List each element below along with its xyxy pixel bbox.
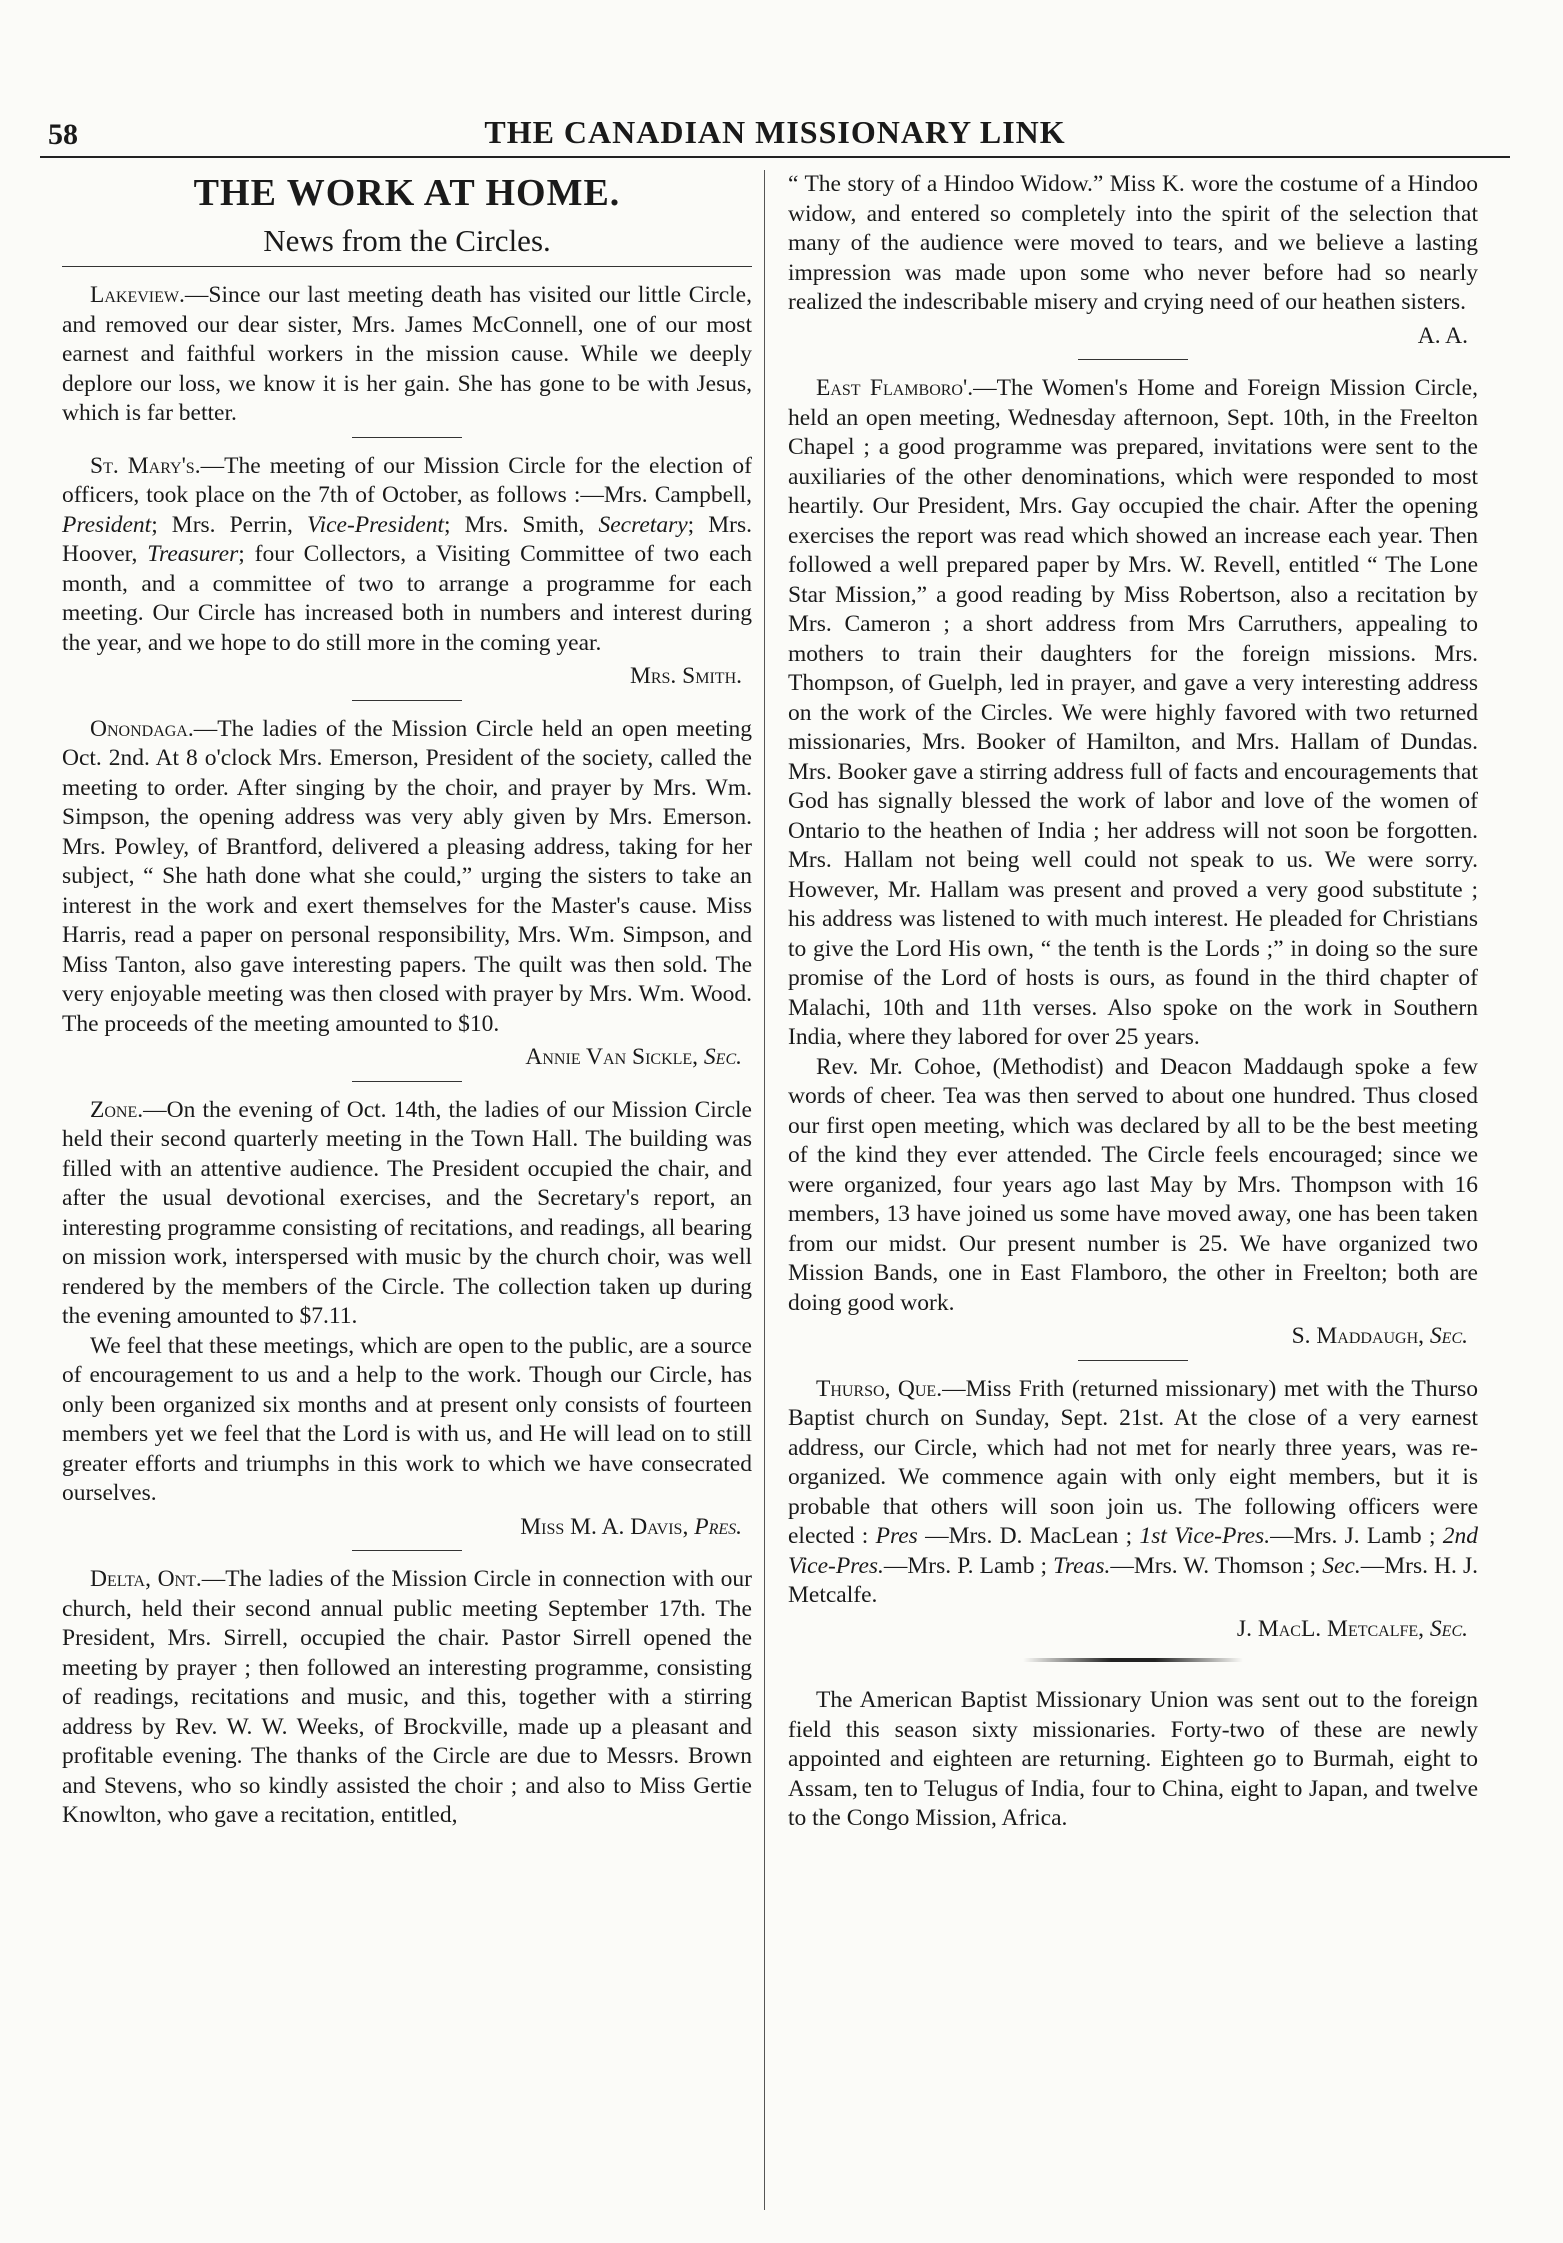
officer-role: Secretary [598, 511, 688, 538]
ornamental-rule [1023, 1658, 1243, 1662]
report-zone [62, 1096, 752, 1543]
report-east-flamboro-text [788, 374, 1478, 1053]
report-lakeview [62, 281, 752, 429]
report-body: ; Mrs. Hoover, [62, 511, 752, 567]
officer-role: Pres [875, 1523, 918, 1549]
report-missionary-union [788, 1686, 1478, 1834]
report-body: —The ladies of the Mission Circle held an open meeting Oct. 2nd. At 8 o'clock Mrs. Emerson, President of the society, called the meeting to order. After singing by the choir, and prayer by Mrs. Wm. Simpson, the opening address was very ably given by Mrs. Emerson. Mrs. Powley, of Brantford, delivered a pleasing address, taking for her subject, “ She hath done what she could,” urging the sisters to take an interest in the work and exert themselves for the Master's cause. Miss Harris, read a paper on personal responsibility, Mrs. Wm. Simpson, and Miss Tanton, also gave interesting papers. The quilt was then sold. The very enjoyable meeting was then closed with prayer by Mrs. Wm. Wood. The proceeds of the meeting amounted to $10. [62, 715, 752, 1037]
report-body: ; four Collectors, a Visiting Committee of two each month, and a committee of two to arrange a programme for each meeting. Our Circle has increased both in numbers and interest during the year, and we hope to do still more in the coming year. [62, 541, 752, 656]
signature: A. A. [1417, 322, 1468, 349]
separator-rule [352, 1550, 462, 1551]
signature [788, 1322, 1468, 1352]
report-body: ; Mrs. Smith, [444, 511, 599, 538]
officer-role: Vice-President [306, 511, 444, 538]
left-column [62, 170, 752, 1835]
signature-role: Sec. [1429, 1323, 1468, 1349]
place-name: Onondaga. [90, 715, 194, 742]
signature-role: Sec. [1429, 1615, 1468, 1642]
place-name: St. Mary's. [90, 452, 201, 479]
place-name: Lakeview. [90, 282, 185, 308]
report-onondaga-text [62, 715, 752, 1040]
section-title: THE WORK AT HOME. [193, 172, 621, 214]
report-body: —The meeting of our Mission Circle for the election of officers, took place on the 7th of October, as follows :—Mrs. Campbell, [62, 452, 752, 508]
separator-rule [352, 700, 462, 701]
officer-role: 2nd Vice-Pres. [788, 1523, 1478, 1579]
column-divider [764, 170, 765, 2210]
report-thurso-text [788, 1375, 1478, 1611]
page-number: 58 [48, 118, 78, 151]
section-subtitle: News from the Circles. [62, 222, 752, 267]
officer-role: 1st Vice-Pres. [1139, 1523, 1271, 1549]
right-column [788, 170, 1478, 1838]
separator-rule [1078, 359, 1188, 360]
report-st-marys [62, 452, 752, 692]
report-lakeview-text [62, 281, 752, 429]
report-onondaga [62, 715, 752, 1073]
signature [62, 1043, 742, 1073]
separator-rule [352, 1081, 462, 1082]
separator-rule [352, 437, 462, 438]
place-name: Zone. [90, 1096, 144, 1123]
signature-name: Annie Van Sickle, [525, 1044, 704, 1070]
report-st-marys-text [62, 452, 752, 659]
page-header [40, 112, 1510, 158]
signature-name: Miss M. A. Davis, [520, 1513, 695, 1540]
signature [788, 1615, 1468, 1645]
separator-rule [1078, 1360, 1188, 1361]
report-delta [62, 1565, 752, 1831]
report-east-flamboro-text-2: Rev. Mr. Cohoe, (Methodist) and Deacon Maddaugh spoke a few words of cheer. Tea was then served to about one hundred. Thus closed our first open meeting, which was declared by all to be the best meeting of the kind they ever attended. The Circle feels encouraged; since we were organized, four years ago last May by Mrs. Thompson with 16 members, 13 have joined us some have moved away, one has been taken from our midst. Our present number is 25. We have organized two Mission Bands, one in East Flamboro, the other in Freelton; both are doing good work. [788, 1053, 1478, 1316]
report-body: ; Mrs. Perrin, [151, 511, 307, 538]
report-body: —Miss Frith (returned missionary) met with the Thurso Baptist church on Sunday, Sept. 21st. At the close of a very earnest address, our Circle, which had not met for nearly three years, was re-organized. We commence again with only eight members, but it is probable that others will soon join us. The following officers were elected : [788, 1375, 1478, 1549]
report-zone-text-2: We feel that these meetings, which are open to the public, are a source of encouragement to us and a help to the work. Though our Circle, has only been organized six months and at present only consists of fourteen members yet we feel that the Lord is with us, and He will lead on to still greater efforts and triumphs in this work to which we have consecrated ourselves. [62, 1332, 752, 1506]
signature-name: J. MacL. Metcalfe, [1236, 1615, 1430, 1642]
journal-title: THE CANADIAN MISSIONARY LINK [484, 114, 1066, 150]
officer-role: Treas. [1053, 1552, 1111, 1579]
officer-role: Sec. [1322, 1552, 1361, 1579]
officer-role: President [62, 511, 152, 538]
report-east-flamboro [788, 374, 1478, 1352]
signature-role: Sec. [703, 1044, 742, 1070]
report-delta-text [62, 1565, 752, 1831]
report-body: —Since our last meeting death has visited our little Circle, and removed our dear sister, Mrs. James McConnell, one of our most earnest and faithful workers in the mission cause. While we deeply deplore our loss, we know it is her gain. She has gone to be with Jesus, which is far better. [62, 282, 752, 426]
place-name: Delta, Ont. [90, 1566, 202, 1592]
place-name: East Flamboro'. [816, 375, 974, 401]
report-missionary-union-text: The American Baptist Missionary Union was sent out to the foreign field this season sixty missionaries. Forty-two of these are newly appointed and eighteen are returning. Eighteen go to Burmah, eight to Assam, ten to Telugus of India, four to China, eight to Japan, and twelve to the Congo Mission, Africa. [788, 1687, 1478, 1831]
report-body: —Mrs. J. Lamb ; [1270, 1523, 1443, 1549]
report-zone-text [62, 1096, 752, 1332]
signature [62, 1513, 742, 1543]
report-delta-continued-text: “ The story of a Hindoo Widow.” Miss K. wore the costume of a Hindoo widow, and entered so completely into the spirit of the selection that many of the audience were moved to tears, and we believe a lasting impression was made upon some who never before had so nearly realized the indescribable misery and crying need of our heathen sisters. [788, 171, 1478, 315]
signature-name: S. Maddaugh, [1291, 1323, 1430, 1349]
report-body: —Mrs. P. Lamb ; [883, 1552, 1054, 1579]
report-thurso [788, 1375, 1478, 1645]
signature-role: Pres. [694, 1513, 742, 1540]
report-body: —Mrs. D. MacLean ; [917, 1523, 1140, 1549]
report-body: —Mrs. H. J. Metcalfe. [788, 1552, 1478, 1608]
officer-role: Treasurer [147, 541, 239, 567]
place-name: Thurso, Que. [816, 1375, 943, 1402]
report-delta-continued [788, 170, 1478, 351]
signature: Mrs. Smith. [629, 663, 742, 689]
report-body: —The Women's Home and Foreign Mission Circle, held an open meeting, Wednesday afternoon, Sept. 10th, in the Freelton Chapel ; a good programme was prepared, invitations were sent to the auxiliaries of the other denominations, which were responded to most heartily. Our President, Mrs. Gay occupied the chair. After the opening exercises the report was read which showed an increase each year. Then followed a well prepared paper by Mrs. W. Revell, entitled “ The Lone Star Mission,” a good reading by Miss Robertson, also a recitation by Mrs. Cameron ; a short address from Mrs Carruthers, appealing to mothers to train their daughters for the foreign missions. Mrs. Thompson, of Guelph, led in prayer, and gave a very interesting address on the work of the Circles. We were highly favored with two returned missionaries, Mrs. Booker of Hamilton, and Mrs. Hallam of Dundas. Mrs. Booker gave a stirring address full of facts and encouragements that God has signally blessed the work of labor and love of the women of Ontario to the heathen of India ; her address will not soon be forgotten. Mrs. Hallam not being well could not speak to us. We were sorry. However, Mr. Hallam was present and proved a very good substitute ; his address was listened to with much interest. He pleaded for Christians to give the Lord His own, “ the tenth is the Lords ;” in doing so the sure promise of the Lord of hosts is ours, as found in the third chapter of Malachi, 10th and 11th verses. Also spoke on the work in Southern India, where they labored for over 25 years. [788, 375, 1478, 1050]
report-body: —Mrs. W. Thomson ; [1110, 1552, 1323, 1579]
report-body: —On the evening of Oct. 14th, the ladies of our Mission Circle held their second quarterly meeting in the Town Hall. The building was filled with an attentive audience. The President occupied the chair, and after the usual devotional exercises, and the Secretary's report, an interesting programme consisting of recitations, and readings, all bearing on mission work, interspersed with music by the church choir, was well rendered by the members of the Circle. The collection taken up during the evening amounted to $7.11. [62, 1096, 752, 1329]
report-body: —The ladies of the Mission Circle in connection with our church, held their second annual public meeting September 17th. The President, Mrs. Sirrell, occupied the chair. Pastor Sirrell opened the meeting by prayer ; then followed an interesting programme, consisting of readings, recitations and music, and this, together with a stirring address by Rev. W. W. Weeks, of Brockville, made up a pleasant and profitable evening. The thanks of the Circle are due to Messrs. Brown and Stevens, who so kindly assisted the choir ; and also to Miss Gertie Knowlton, who gave a recitation, entitled, [62, 1566, 753, 1828]
